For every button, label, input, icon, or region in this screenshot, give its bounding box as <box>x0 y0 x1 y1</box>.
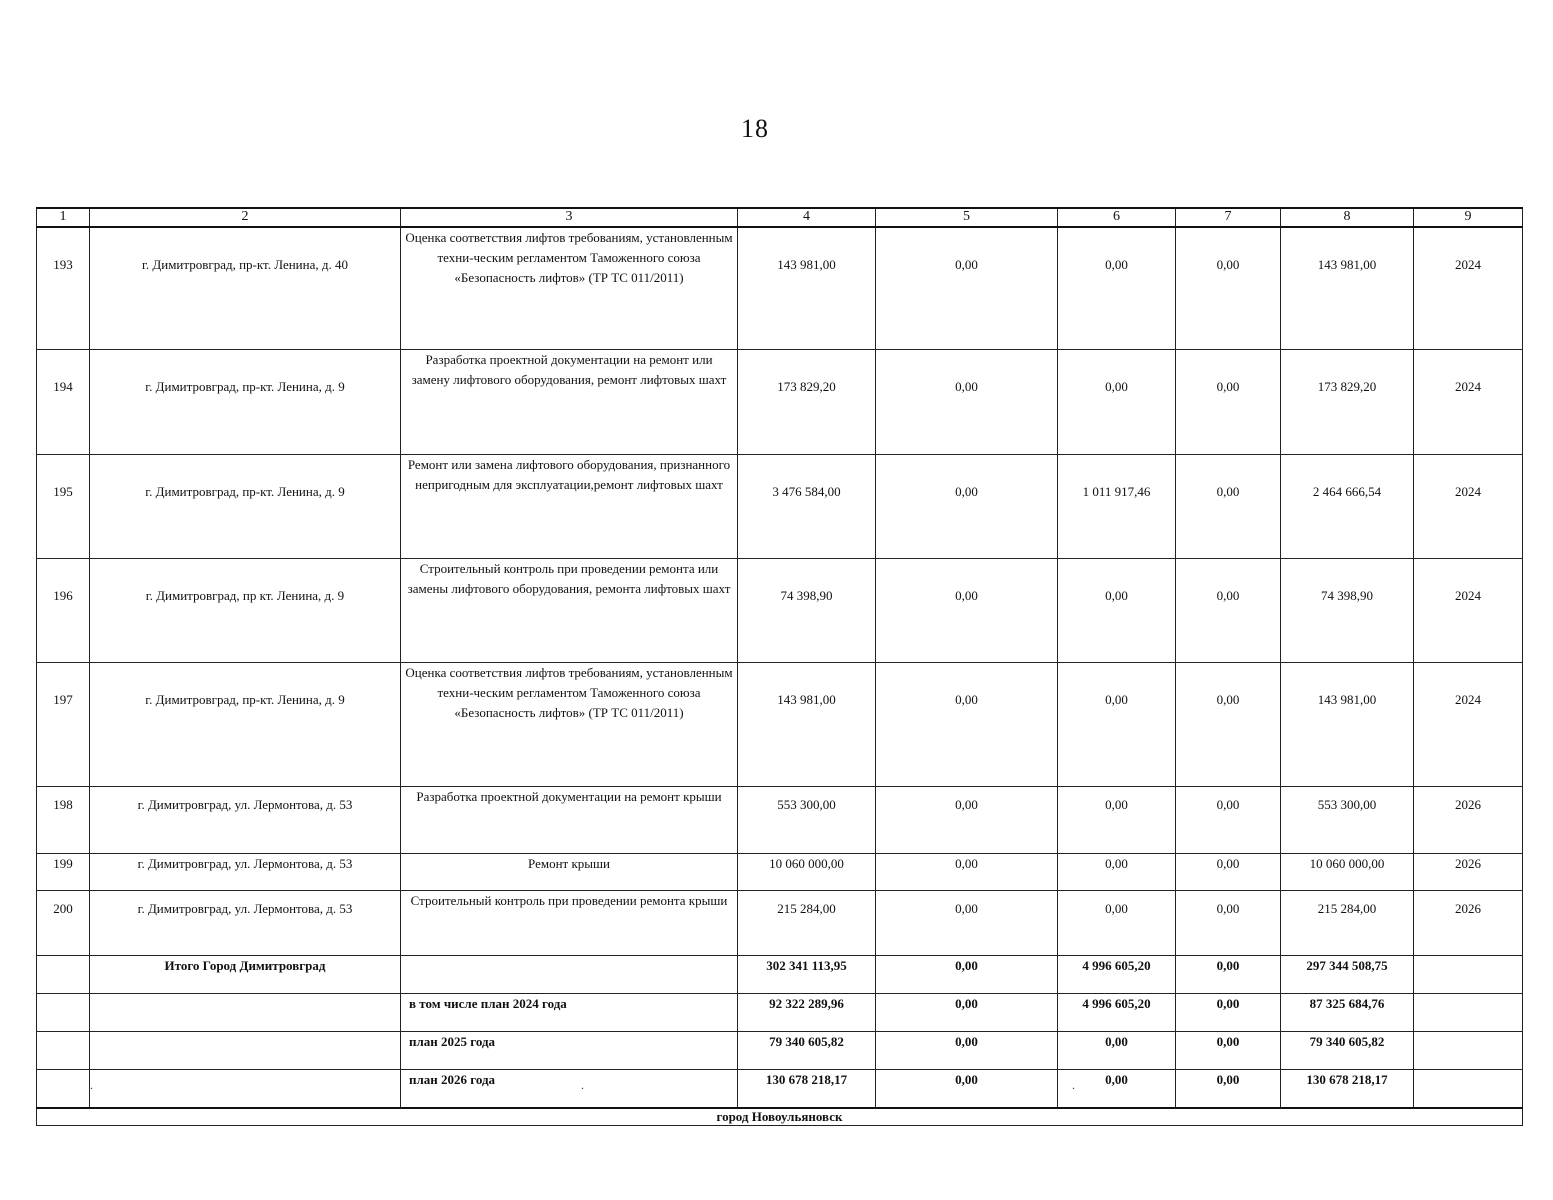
total-value: 0,00 <box>1176 1032 1281 1070</box>
value-cell: 553 300,00 <box>1281 787 1414 854</box>
value-cell: 143 981,00 <box>1281 227 1414 350</box>
empty-cell <box>1414 994 1523 1032</box>
row-number: 197 <box>37 663 90 787</box>
value-cell: 215 284,00 <box>1281 891 1414 956</box>
table-row <box>37 455 1523 559</box>
plan-row <box>37 1070 1523 1109</box>
row-number: 198 <box>37 787 90 854</box>
total-value: 0,00 <box>876 1032 1058 1070</box>
value-cell: 0,00 <box>876 891 1058 956</box>
year-cell: 2024 <box>1414 227 1523 350</box>
value-cell: 0,00 <box>876 455 1058 559</box>
total-value: 297 344 508,75 <box>1281 956 1414 994</box>
address-cell: г. Димитровград, ул. Лермонтова, д. 53 <box>90 854 401 891</box>
work-type-cell: Ремонт или замена лифтового оборудования, признанного непригодным для эксплуатации,ремонт лифтовых шахт <box>401 455 738 559</box>
column-number-row <box>37 208 1523 227</box>
value-cell: 0,00 <box>1058 663 1176 787</box>
total-cost-cell: 173 829,20 <box>738 350 876 455</box>
column-number: 2 <box>90 208 401 227</box>
total-value: 0,00 <box>1176 1070 1281 1109</box>
year-cell: 2026 <box>1414 854 1523 891</box>
table-row <box>37 891 1523 956</box>
column-number: 3 <box>401 208 738 227</box>
year-cell: 2024 <box>1414 350 1523 455</box>
value-cell: 1 011 917,46 <box>1058 455 1176 559</box>
total-row <box>37 956 1523 994</box>
empty-cell <box>37 1070 90 1109</box>
plan-row <box>37 1032 1523 1070</box>
value-cell: 0,00 <box>1176 559 1281 663</box>
total-value: 4 996 605,20 <box>1058 956 1176 994</box>
value-cell: 0,00 <box>1176 350 1281 455</box>
value-cell: 10 060 000,00 <box>1281 854 1414 891</box>
work-type-cell: Оценка соответствия лифтов требованиям, установленным техни-ческим регламентом Таможенного союза «Безопасность лифтов» (ТР ТС 011/2011) <box>401 227 738 350</box>
value-cell: 0,00 <box>876 227 1058 350</box>
city-section-row <box>37 1108 1523 1126</box>
year-cell: 2026 <box>1414 787 1523 854</box>
year-cell: 2026 <box>1414 891 1523 956</box>
value-cell: 173 829,20 <box>1281 350 1414 455</box>
value-cell: 0,00 <box>1058 350 1176 455</box>
row-number: 194 <box>37 350 90 455</box>
total-label <box>90 1032 401 1070</box>
plan-label: план 2025 года <box>401 1032 738 1070</box>
scan-speck: . <box>1072 1078 1075 1092</box>
total-label: Итого Город Димитровград <box>90 956 401 994</box>
value-cell: 0,00 <box>876 663 1058 787</box>
total-value: 130 678 218,17 <box>738 1070 876 1109</box>
work-type-cell: Строительный контроль при проведении ремонта или замены лифтового оборудования, ремонта лифтовых шахт <box>401 559 738 663</box>
address-cell: г. Димитровград, пр кт. Ленина, д. 9 <box>90 559 401 663</box>
total-cost-cell: 553 300,00 <box>738 787 876 854</box>
value-cell: 0,00 <box>1176 891 1281 956</box>
total-cost-cell: 143 981,00 <box>738 227 876 350</box>
scan-speck: . <box>90 1078 93 1092</box>
total-cost-cell: 74 398,90 <box>738 559 876 663</box>
total-value: 0,00 <box>1176 994 1281 1032</box>
total-value: 0,00 <box>876 994 1058 1032</box>
year-cell: 2024 <box>1414 559 1523 663</box>
empty-cell <box>37 956 90 994</box>
value-cell: 0,00 <box>1058 854 1176 891</box>
row-number: 199 <box>37 854 90 891</box>
empty-cell <box>1414 956 1523 994</box>
table-row <box>37 663 1523 787</box>
total-cost-cell: 215 284,00 <box>738 891 876 956</box>
value-cell: 0,00 <box>1176 854 1281 891</box>
column-number: 6 <box>1058 208 1176 227</box>
row-number: 196 <box>37 559 90 663</box>
plan-label: план 2026 года <box>401 1070 738 1109</box>
column-number: 4 <box>738 208 876 227</box>
address-cell: г. Димитровград, ул. Лермонтова, д. 53 <box>90 891 401 956</box>
value-cell: 74 398,90 <box>1281 559 1414 663</box>
table-row <box>37 854 1523 891</box>
empty-cell <box>37 1032 90 1070</box>
total-cost-cell: 10 060 000,00 <box>738 854 876 891</box>
total-value: 130 678 218,17 <box>1281 1070 1414 1109</box>
total-cost-cell: 143 981,00 <box>738 663 876 787</box>
total-value: 0,00 <box>1058 1032 1176 1070</box>
row-number: 193 <box>37 227 90 350</box>
table-row <box>37 559 1523 663</box>
value-cell: 2 464 666,54 <box>1281 455 1414 559</box>
column-number: 9 <box>1414 208 1523 227</box>
row-number: 200 <box>37 891 90 956</box>
total-value: 92 322 289,96 <box>738 994 876 1032</box>
value-cell: 0,00 <box>876 854 1058 891</box>
column-number: 7 <box>1176 208 1281 227</box>
table-row <box>37 227 1523 350</box>
value-cell: 0,00 <box>1176 787 1281 854</box>
total-value: 4 996 605,20 <box>1058 994 1176 1032</box>
year-cell: 2024 <box>1414 455 1523 559</box>
total-value: 0,00 <box>1058 1070 1176 1109</box>
plan-row <box>37 994 1523 1032</box>
value-cell: 0,00 <box>1058 559 1176 663</box>
page-number: 18 <box>741 114 769 143</box>
column-number: 8 <box>1281 208 1414 227</box>
total-label <box>90 1070 401 1109</box>
table-row <box>37 350 1523 455</box>
value-cell: 0,00 <box>1176 455 1281 559</box>
value-cell: 0,00 <box>876 559 1058 663</box>
table-row <box>37 787 1523 854</box>
value-cell: 143 981,00 <box>1281 663 1414 787</box>
work-type-cell: Разработка проектной документации на ремонт крыши <box>401 787 738 854</box>
total-label <box>90 994 401 1032</box>
capital-repair-table <box>36 207 1523 1126</box>
address-cell: г. Димитровград, пр-кт. Ленина, д. 9 <box>90 663 401 787</box>
address-cell: г. Димитровград, пр-кт. Ленина, д. 9 <box>90 455 401 559</box>
total-value: 302 341 113,95 <box>738 956 876 994</box>
work-type-cell: Ремонт крыши <box>401 854 738 891</box>
empty-cell <box>1414 1070 1523 1109</box>
total-value: 79 340 605,82 <box>738 1032 876 1070</box>
total-value: 0,00 <box>876 1070 1058 1109</box>
value-cell: 0,00 <box>1176 227 1281 350</box>
total-value: 0,00 <box>876 956 1058 994</box>
value-cell: 0,00 <box>876 350 1058 455</box>
work-type-cell: Разработка проектной документации на ремонт или замену лифтового оборудования, ремонт лифтовых шахт <box>401 350 738 455</box>
year-cell: 2024 <box>1414 663 1523 787</box>
empty-cell <box>37 994 90 1032</box>
address-cell: г. Димитровград, пр-кт. Ленина, д. 9 <box>90 350 401 455</box>
value-cell: 0,00 <box>1058 787 1176 854</box>
value-cell: 0,00 <box>1058 227 1176 350</box>
total-value: 0,00 <box>1176 956 1281 994</box>
plan-label <box>401 956 738 994</box>
column-number: 1 <box>37 208 90 227</box>
address-cell: г. Димитровград, пр-кт. Ленина, д. 40 <box>90 227 401 350</box>
column-number: 5 <box>876 208 1058 227</box>
total-value: 87 325 684,76 <box>1281 994 1414 1032</box>
work-type-cell: Строительный контроль при проведении ремонта крыши <box>401 891 738 956</box>
city-section-title: город Новоульяновск <box>37 1108 1523 1126</box>
value-cell: 0,00 <box>1176 663 1281 787</box>
total-cost-cell: 3 476 584,00 <box>738 455 876 559</box>
total-value: 79 340 605,82 <box>1281 1032 1414 1070</box>
address-cell: г. Димитровград, ул. Лермонтова, д. 53 <box>90 787 401 854</box>
scan-speck: . <box>581 1078 584 1092</box>
work-type-cell: Оценка соответствия лифтов требованиям, установленным техни-ческим регламентом Таможенного союза «Безопасность лифтов» (ТР ТС 011/2011) <box>401 663 738 787</box>
value-cell: 0,00 <box>1058 891 1176 956</box>
value-cell: 0,00 <box>876 787 1058 854</box>
row-number: 195 <box>37 455 90 559</box>
empty-cell <box>1414 1032 1523 1070</box>
plan-label: в том числе план 2024 года <box>401 994 738 1032</box>
